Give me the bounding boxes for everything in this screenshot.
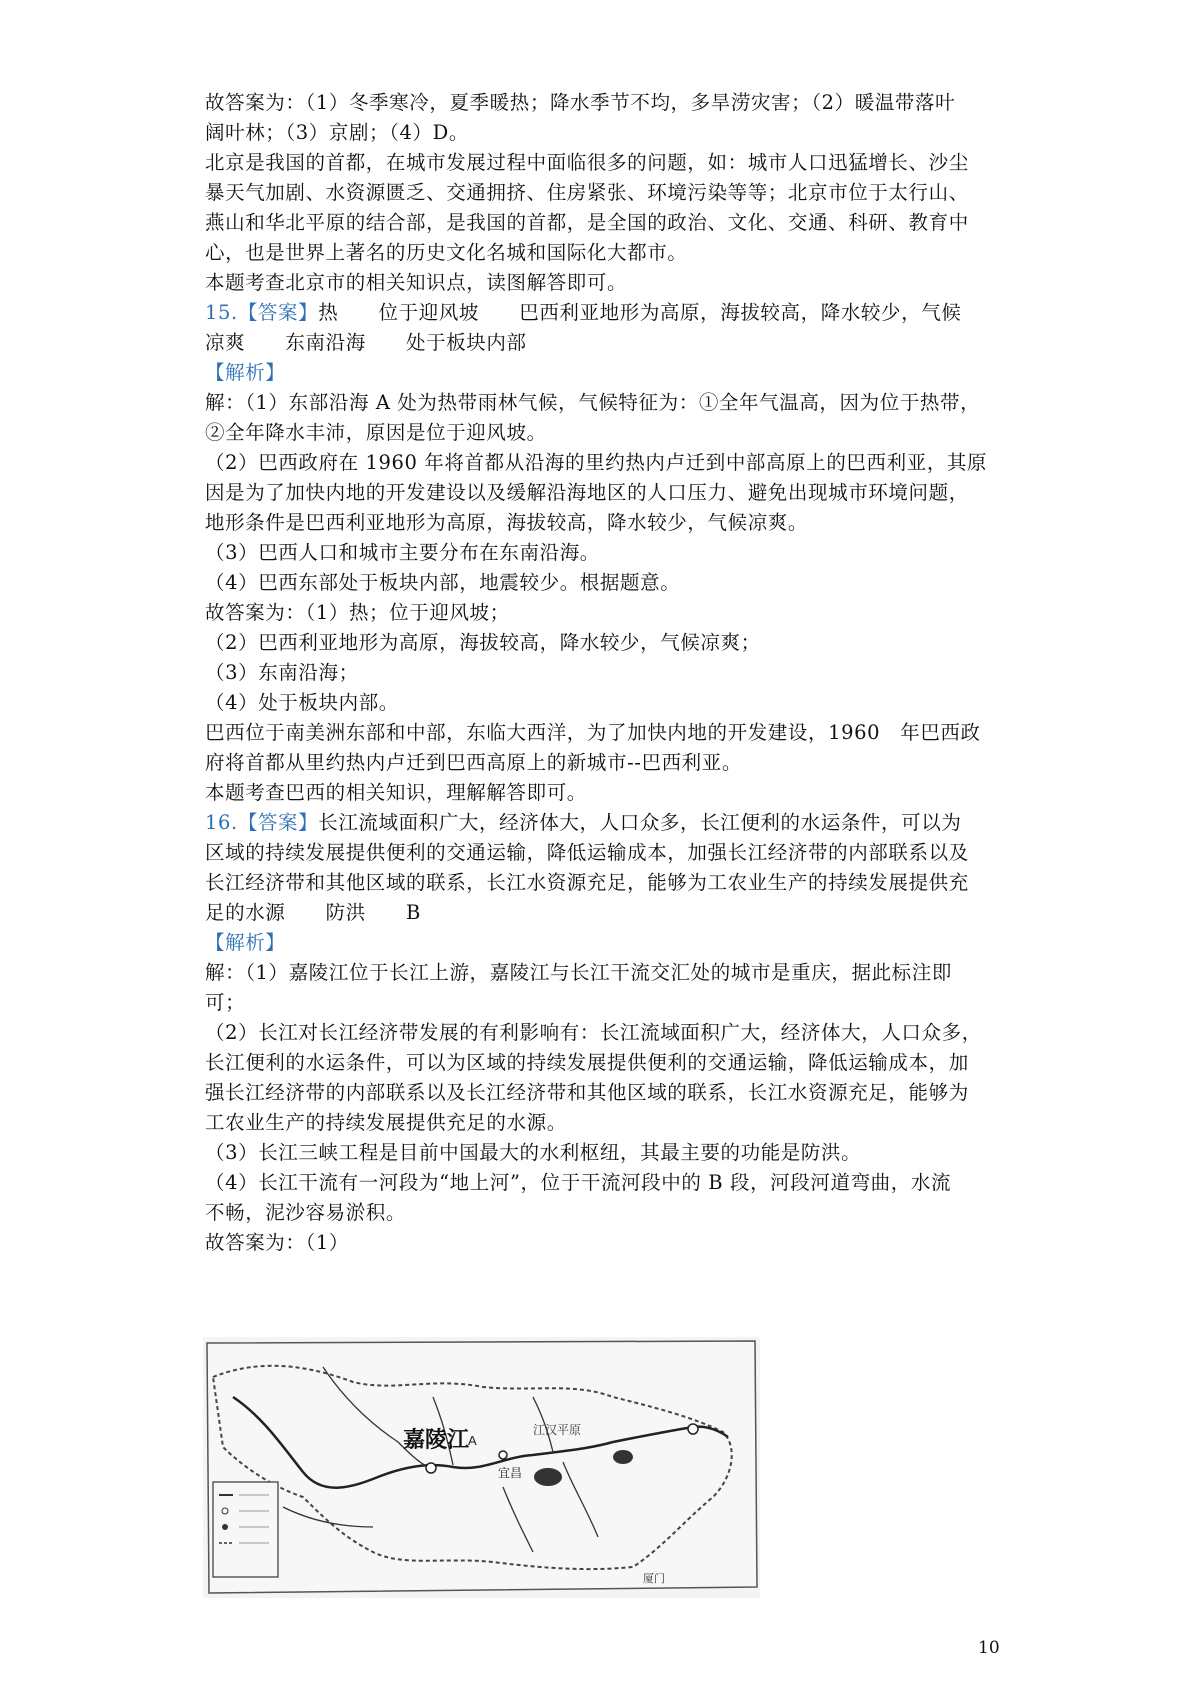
page-number: 10 [978,1638,1000,1658]
text-line: 燕山和华北平原的结合部，是我国的首都，是全国的政治、文化、交通、科研、教育中 [205,211,969,234]
text-line: 工农业生产的持续发展提供充足的水源。 [205,1111,567,1134]
q16-answer [205,808,1005,838]
q15-analysis-tag: 【解析】 [205,361,286,384]
document-body [205,88,1005,1258]
q16-analysis-tag: 【解析】 [205,931,286,954]
text-line: 长江经济带和其他区域的联系，长江水资源充足，能够为工农业生产的持续发展提供充 [205,871,969,894]
map-label-jianghan: 江汉平原 [533,1423,582,1437]
text-line: （3）巴西人口和城市主要分布在东南沿海。 [205,541,600,564]
text-line: 本题考查巴西的相关知识，理解解答即可。 [205,781,587,804]
text-line: 区域的持续发展提供便利的交通运输，降低运输成本，加强长江经济带的内部联系以及 [205,841,969,864]
text-line: 北京是我国的首都，在城市发展过程中面临很多的问题，如：城市人口迅猛增长、沙尘 [205,151,969,174]
text-line: 故答案为：（1）热；位于迎风坡； [205,601,510,624]
q16-answer-text: 长江流域面积广大，经济体大，人口众多，长江便利的水运条件，可以为 [318,811,962,834]
text-line: （3）长江三峡工程是目前中国最大的水利枢纽，其最主要的功能是防洪。 [205,1141,862,1164]
q15-number: 15. [205,301,238,324]
text-line: 故答案为：（1）冬季寒冷，夏季暖热；降水季节不均，多旱涝灾害；（2）暖温带落叶 [205,91,956,114]
q15-answer-tag: 【答案】 [237,301,319,324]
map-label-yichang: 宜昌 [498,1466,523,1480]
map-legend [213,1482,278,1577]
map-label-jialing: 嘉陵江 [403,1427,470,1452]
text-line: 巴西位于南美洲东部和中部，东临大西洋，为了加快内地的开发建设，1960 年巴西政 [205,721,981,744]
text-line: （4）处于板块内部。 [205,691,399,714]
text-line: 解：（1）东部沿海 A 处为热带雨林气候，气候特征为：①全年气温高，因为位于热带， [205,391,981,414]
text-line: 解：（1）嘉陵江位于长江上游，嘉陵江与长江干流交汇处的城市是重庆，据此标注即 [205,961,952,984]
map-label-a: A [468,1433,477,1448]
text-line: 心，也是世界上著名的历史文化名城和国际化大都市。 [205,241,688,264]
q16-answer-tag: 【答案】 [237,811,319,834]
text-line: 足的水源 防洪 B [205,901,421,924]
text-line: 暴天气加剧、水资源匮乏、交通拥挤、住房紧张、环境污染等等；北京市位于太行山、 [205,181,969,204]
text-line: ②全年降水丰沛，原因是位于迎风坡。 [205,421,547,444]
text-line: （4）巴西东部处于板块内部，地震较少。根据题意。 [205,571,681,594]
q15-answer-text: 热 位于迎风坡 巴西利亚地形为高原，海拔较高，降水较少，气候 [318,301,962,324]
text-line: （2）巴西政府在 1960 年将首都从沿海的里约热内卢迁到中部高原上的巴西利亚，其原 [205,451,988,474]
text-line: （4）长江干流有一河段为“地上河”，位于干流河段中的 B 段，河段河道弯曲，水流 [205,1171,952,1194]
text-line: 因是为了加快内地的开发建设以及缓解沿海地区的人口压力、避免出现城市环境问题， [205,481,969,504]
text-line: 本题考查北京市的相关知识点，读图解答即可。 [205,271,628,294]
text-line: 阔叶林；（3）京剧；（4）D。 [205,121,469,144]
text-line: 强长江经济带的内部联系以及长江经济带和其他区域的联系，长江水资源充足，能够为 [205,1081,969,1104]
text-line: 可； [205,991,246,1014]
map-label-xiamen: 厦门 [643,1573,665,1585]
text-line: （2）长江对长江经济带发展的有利影响有：长江流域面积广大，经济体大，人口众多， [205,1021,982,1044]
q15-answer [205,298,1005,328]
q16-number: 16. [205,811,238,834]
yangtze-basin-map [203,1337,760,1598]
text-line: 地形条件是巴西利亚地形为高原，海拔较高，降水较少，气候凉爽。 [205,511,809,534]
text-line: 故答案为：（1） [205,1231,349,1254]
text-line: 府将首都从里约热内卢迁到巴西高原上的新城市--巴西利亚。 [205,751,742,774]
text-line: 长江便利的水运条件，可以为区域的持续发展提供便利的交通运输，降低运输成本，加 [205,1051,969,1074]
text-line: （2）巴西利亚地形为高原，海拔较高，降水较少，气候凉爽； [205,631,761,654]
text-line: 不畅，泥沙容易淤积。 [205,1201,407,1224]
text-line: 凉爽 东南沿海 处于板块内部 [205,331,527,354]
text-line: （3）东南沿海； [205,661,359,684]
